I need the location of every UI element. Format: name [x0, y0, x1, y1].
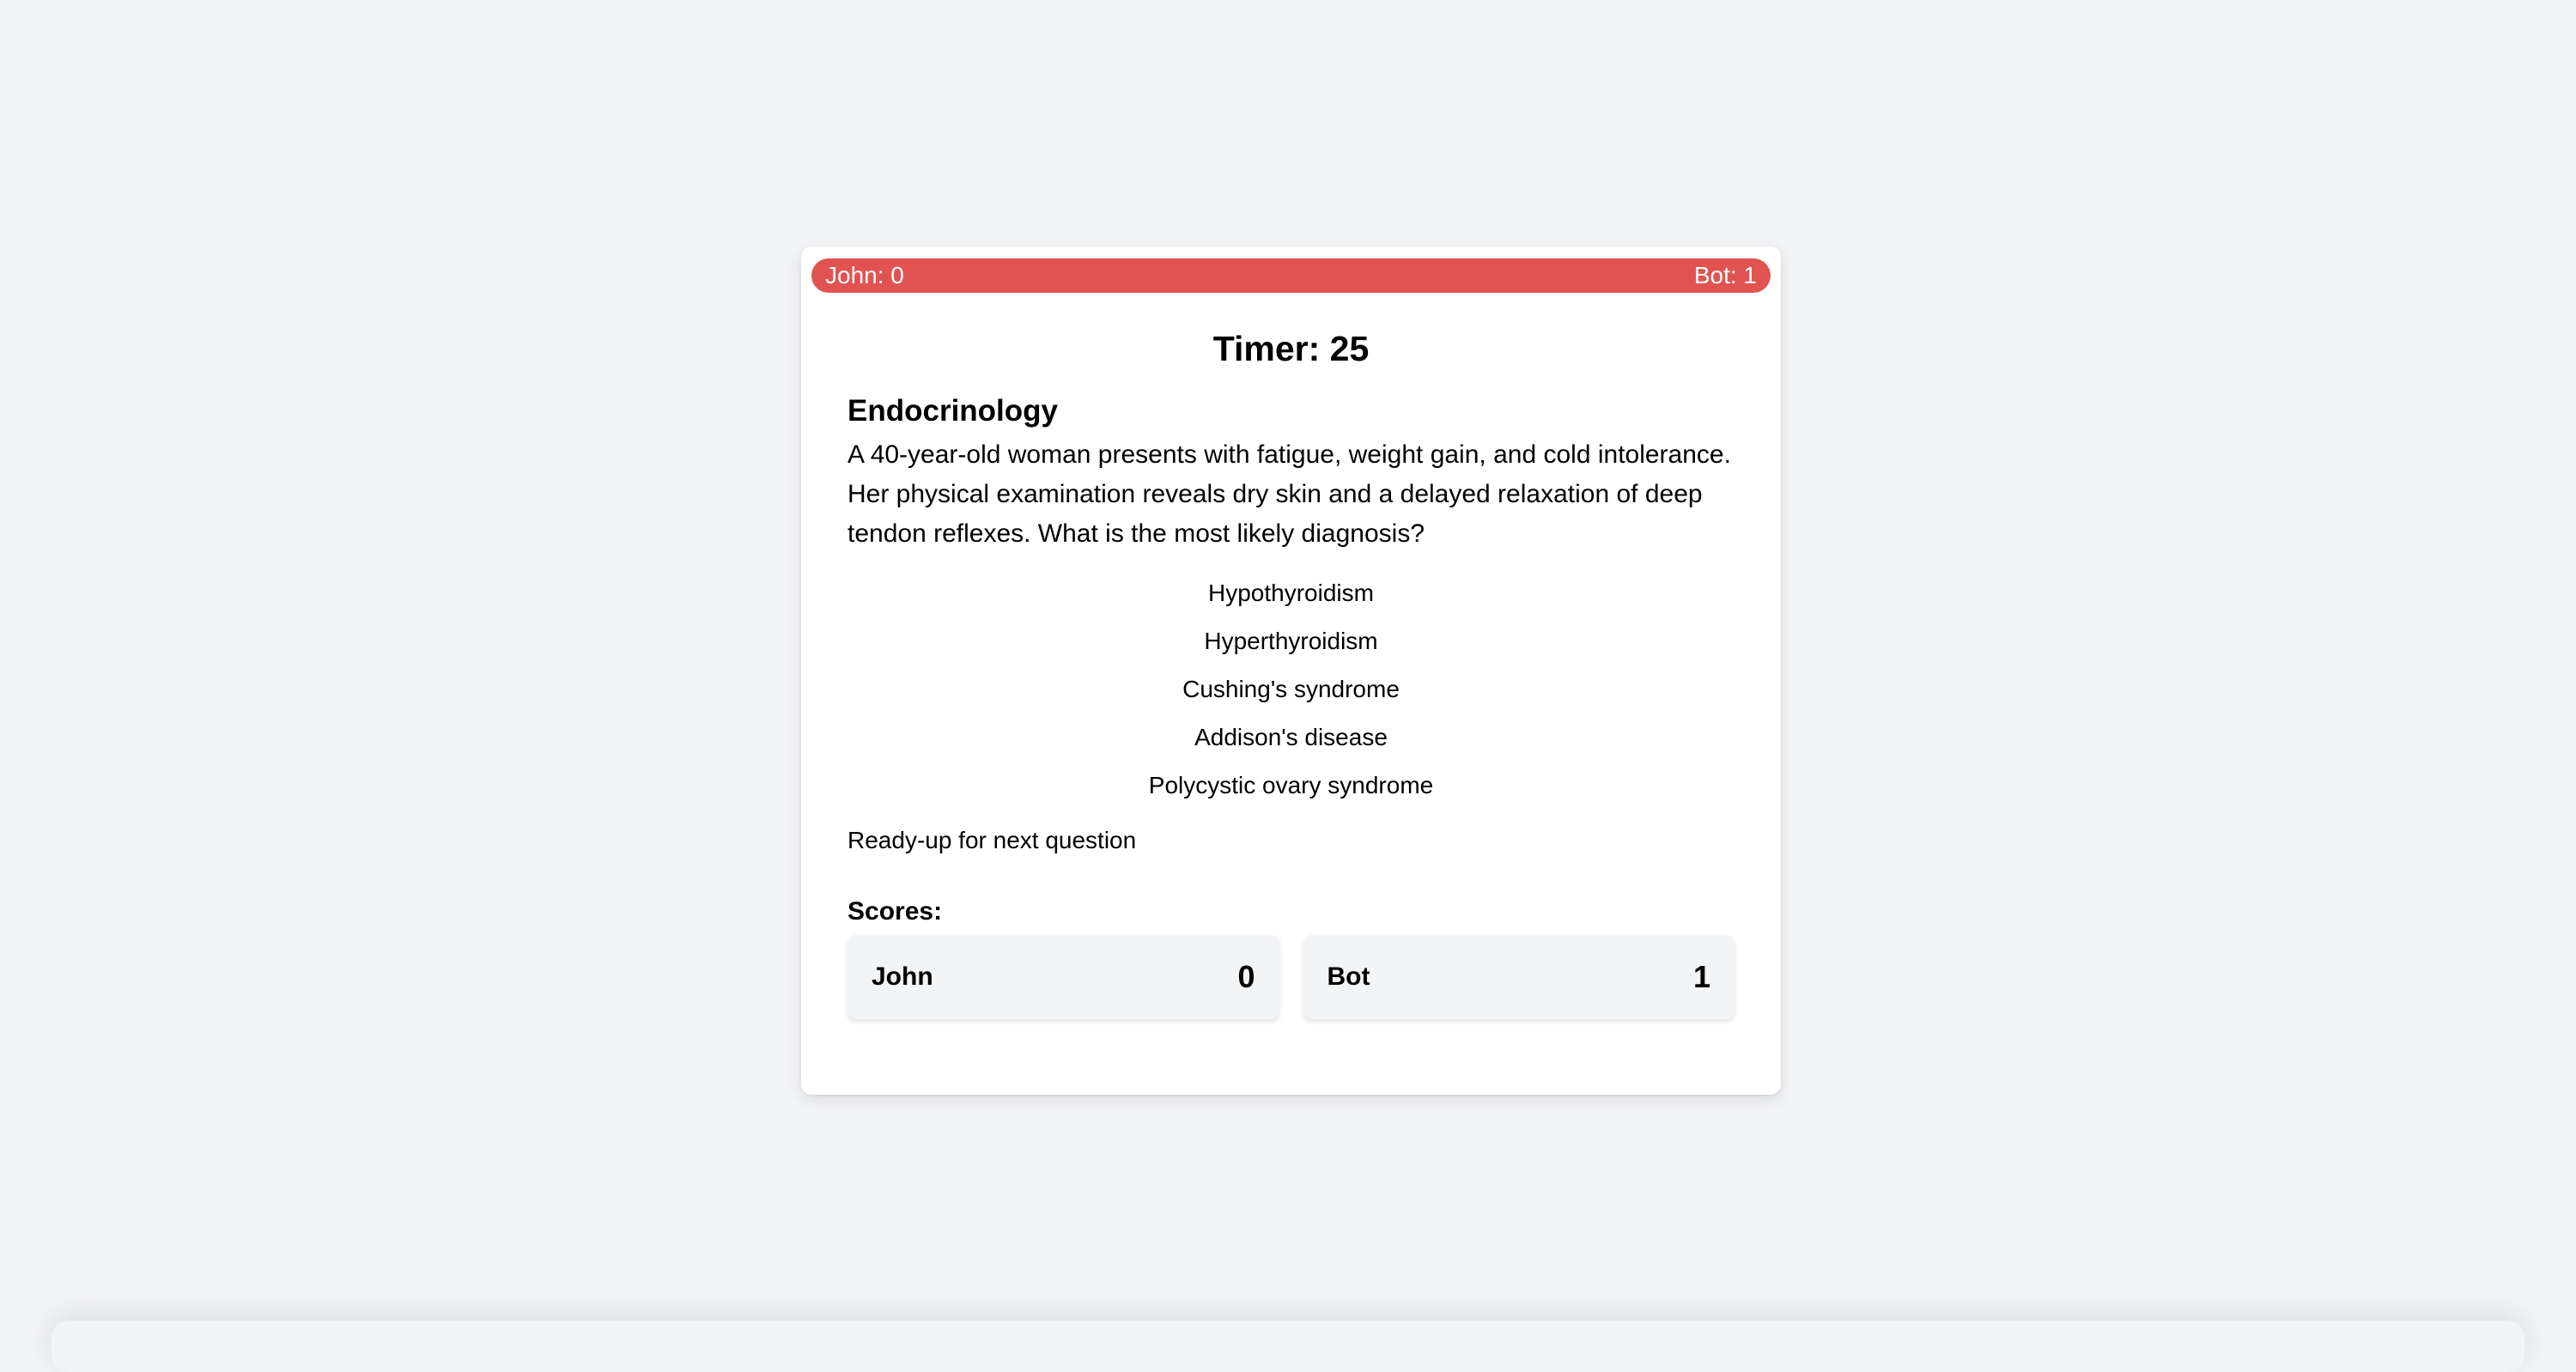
bot-score-label: Bot: 1: [1693, 262, 1757, 288]
quiz-card: [801, 246, 1781, 1095]
answer-option[interactable]: Hyperthyroidism: [1204, 628, 1378, 654]
score-card-value: 1: [1692, 959, 1710, 994]
timer: Timer: 25: [1212, 329, 1370, 368]
page-bottom-shadow: [52, 1320, 2524, 1372]
player-score-label: John: 0: [825, 262, 904, 288]
answer-option[interactable]: Cushing's syndrome: [1182, 676, 1400, 702]
question-text: A 40-year-old woman presents with fatigue, weight gain, and cold intolerance. Her physical examination reveals dry skin and a delayed relaxation of deep tendon reflexes. What is the most likely diagnosis?: [848, 440, 1731, 548]
score-card-name: John: [872, 962, 933, 991]
score-card-name: Bot: [1327, 962, 1370, 991]
answer-option[interactable]: Addison's disease: [1194, 724, 1388, 750]
score-card-john: [848, 935, 1279, 1019]
score-progress-bar: [811, 258, 1771, 293]
question-category: Endocrinology: [848, 394, 1058, 428]
answer-options: [848, 578, 1735, 818]
scores-list: [848, 935, 1735, 1019]
question-section: [848, 394, 1735, 1019]
ready-up-status: Ready-up for next question: [848, 827, 1137, 853]
scores-heading: Scores:: [848, 897, 943, 926]
answer-option[interactable]: Hypothyroidism: [1208, 580, 1374, 606]
answer-option[interactable]: Polycystic ovary syndrome: [1148, 772, 1434, 798]
score-card-value: 0: [1237, 959, 1255, 994]
score-card-bot: [1303, 935, 1735, 1019]
